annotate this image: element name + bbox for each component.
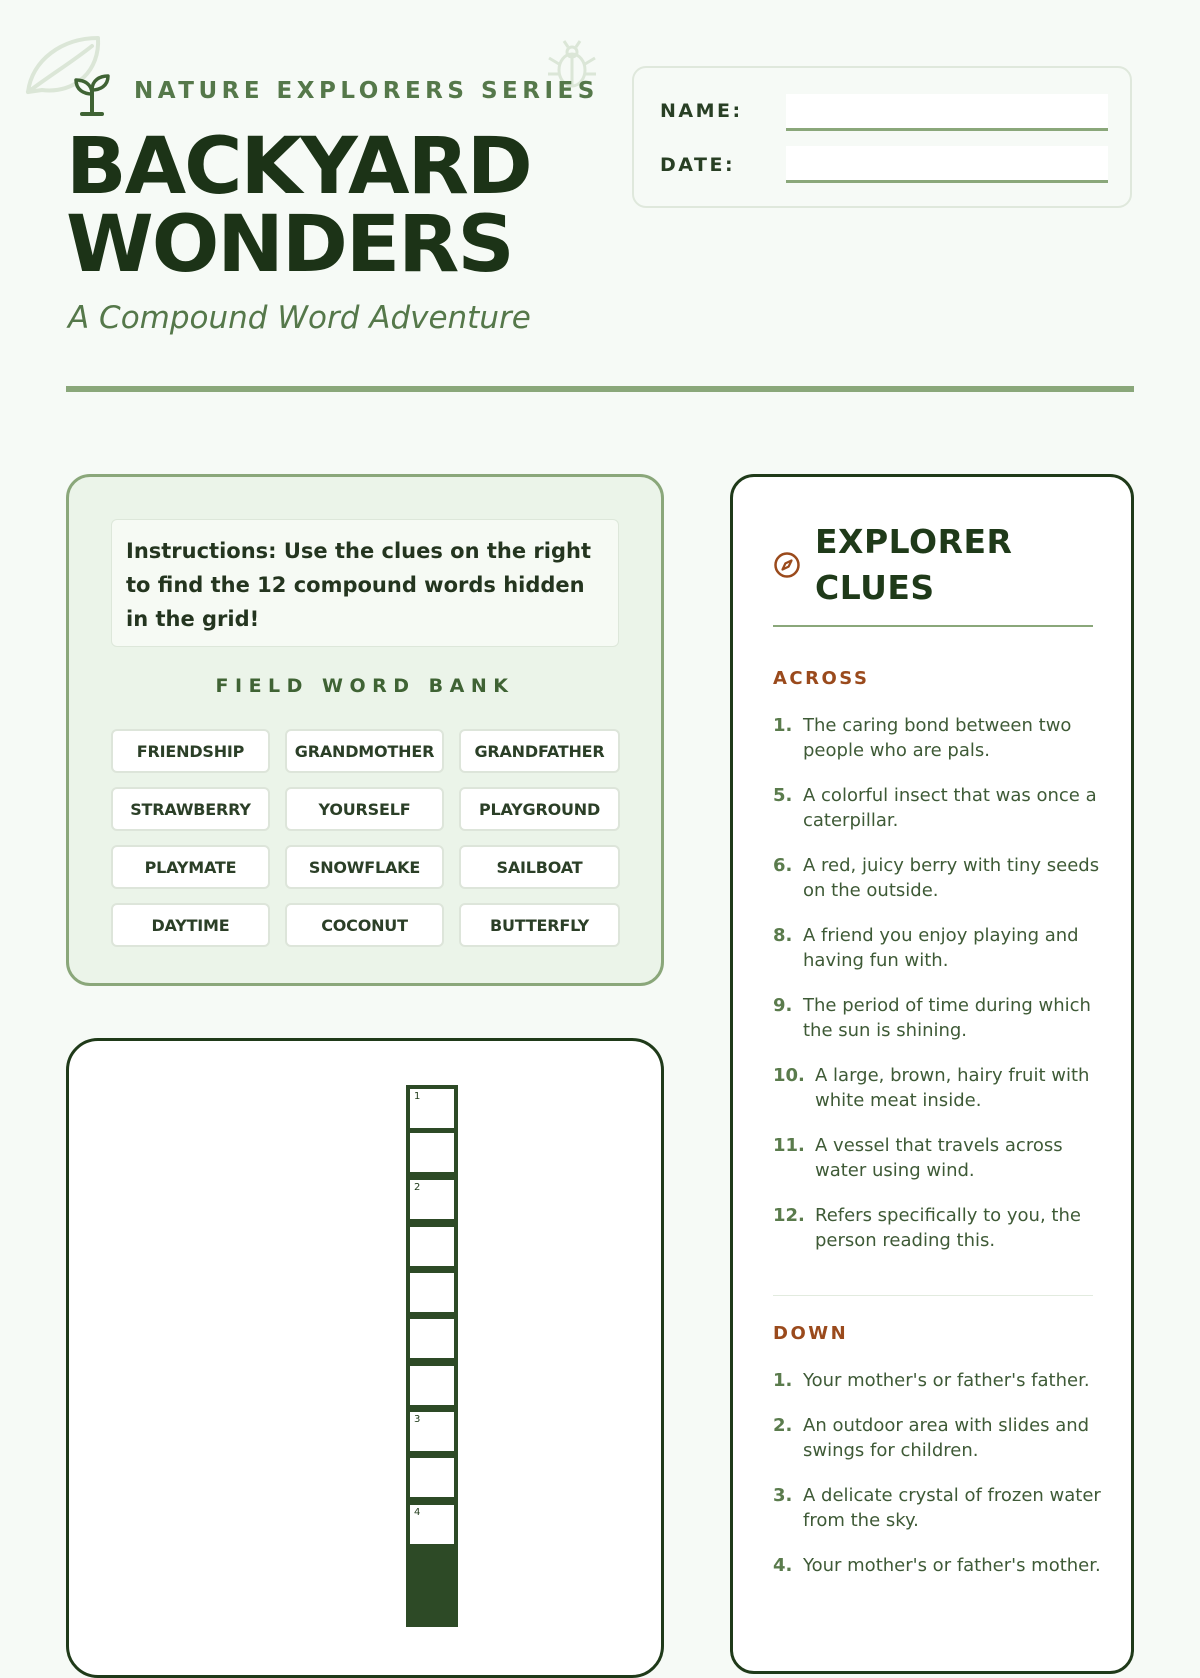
name-field[interactable]: [786, 94, 1108, 131]
cell-number: 4: [414, 1507, 421, 1518]
grid-cell[interactable]: [406, 1501, 458, 1548]
clues-divider: [773, 625, 1093, 627]
instructions-text: Instructions: Use the clues on the right to find the 12 compound words hidden in the grid!: [111, 519, 619, 647]
clue-text: An outdoor area with slides and swings for children.: [803, 1415, 1090, 1461]
word-bank-title: FIELD WORD BANK: [215, 675, 515, 697]
student-info-box: [632, 66, 1132, 208]
compass-icon: [773, 551, 801, 579]
grid-cell[interactable]: [406, 1223, 458, 1270]
word-chip: GRANDMOTHER: [285, 729, 444, 773]
word-chip: PLAYGROUND: [459, 787, 620, 831]
clue-item: [773, 1063, 1103, 1113]
clue-item: [773, 1203, 1103, 1253]
cell-number: 2: [414, 1182, 421, 1193]
clue-number: 1.: [773, 715, 793, 736]
clue-number: 1.: [773, 1370, 793, 1391]
grid-cell-blocked: [406, 1547, 458, 1627]
down-heading: DOWN: [773, 1323, 849, 1344]
clue-number: 5.: [773, 785, 793, 806]
word-chip: COCONUT: [285, 903, 444, 947]
word-chip: BUTTERFLY: [459, 903, 620, 947]
clue-item: [773, 1413, 1103, 1463]
crossword-panel: [66, 1038, 664, 1678]
header-divider: [66, 386, 1134, 392]
date-field[interactable]: [786, 146, 1108, 183]
clues-title: EXPLORER CLUES: [815, 522, 1013, 607]
cell-number: 3: [414, 1414, 421, 1425]
word-chip: DAYTIME: [111, 903, 270, 947]
word-bank: [111, 729, 619, 947]
clue-text: A delicate crystal of frozen water from the sky.: [803, 1485, 1101, 1531]
grid-cell[interactable]: [406, 1129, 458, 1176]
section-divider: [773, 1295, 1093, 1296]
clue-number: 9.: [773, 995, 793, 1016]
clue-item: [773, 1553, 1103, 1578]
grid-cell[interactable]: [406, 1408, 458, 1455]
across-heading: ACROSS: [773, 668, 870, 689]
clue-number: 12.: [773, 1205, 805, 1226]
clue-item: [773, 1483, 1103, 1533]
word-chip: FRIENDSHIP: [111, 729, 270, 773]
page-subtitle: A Compound Word Adventure: [68, 300, 531, 336]
clue-number: 10.: [773, 1065, 805, 1086]
clue-item: [773, 853, 1103, 903]
cell-number: 1: [414, 1091, 421, 1102]
clue-item: [773, 1133, 1103, 1183]
clue-number: 2.: [773, 1415, 793, 1436]
grid-cell[interactable]: [406, 1269, 458, 1316]
clue-text: The caring bond between two people who are pals.: [803, 715, 1072, 761]
clue-item: [773, 1368, 1103, 1393]
sprout-icon: [70, 72, 114, 116]
clue-text: A friend you enjoy playing and having fun with.: [803, 925, 1079, 971]
clue-item: [773, 993, 1103, 1043]
date-label: DATE:: [660, 154, 736, 176]
series-label: NATURE EXPLORERS SERIES: [134, 78, 599, 104]
word-chip: GRANDFATHER: [459, 729, 620, 773]
grid-cell[interactable]: [406, 1315, 458, 1362]
word-chip: SNOWFLAKE: [285, 845, 444, 889]
clue-number: 4.: [773, 1555, 793, 1576]
clues-panel: [730, 474, 1134, 1674]
grid-cell[interactable]: [406, 1362, 458, 1409]
word-chip: SAILBOAT: [459, 845, 620, 889]
clue-text: Your mother's or father's mother.: [803, 1555, 1101, 1576]
clue-number: 3.: [773, 1485, 793, 1506]
page-title: BACKYARD WONDERS: [66, 122, 531, 290]
word-chip: PLAYMATE: [111, 845, 270, 889]
clue-text: A colorful insect that was once a caterpillar.: [803, 785, 1097, 831]
clue-item: [773, 923, 1103, 973]
grid-cell[interactable]: [406, 1176, 458, 1223]
clue-text: A vessel that travels across water using wind.: [815, 1135, 1063, 1181]
clue-text: The period of time during which the sun is shining.: [803, 995, 1091, 1041]
word-chip: STRAWBERRY: [111, 787, 270, 831]
grid-cell[interactable]: [406, 1085, 458, 1132]
word-bank-panel: [66, 474, 664, 986]
clue-text: A red, juicy berry with tiny seeds on the outside.: [803, 855, 1100, 901]
word-chip: YOURSELF: [285, 787, 444, 831]
clue-number: 11.: [773, 1135, 805, 1156]
clue-item: [773, 783, 1103, 833]
grid-cell[interactable]: [406, 1454, 458, 1501]
name-label: NAME:: [660, 100, 743, 122]
clue-text: A large, brown, hairy fruit with white meat inside.: [815, 1065, 1090, 1111]
clue-text: Refers specifically to you, the person reading this.: [815, 1205, 1081, 1251]
clue-text: Your mother's or father's father.: [803, 1370, 1090, 1391]
clue-number: 6.: [773, 855, 793, 876]
clue-number: 8.: [773, 925, 793, 946]
clue-item: [773, 713, 1103, 763]
